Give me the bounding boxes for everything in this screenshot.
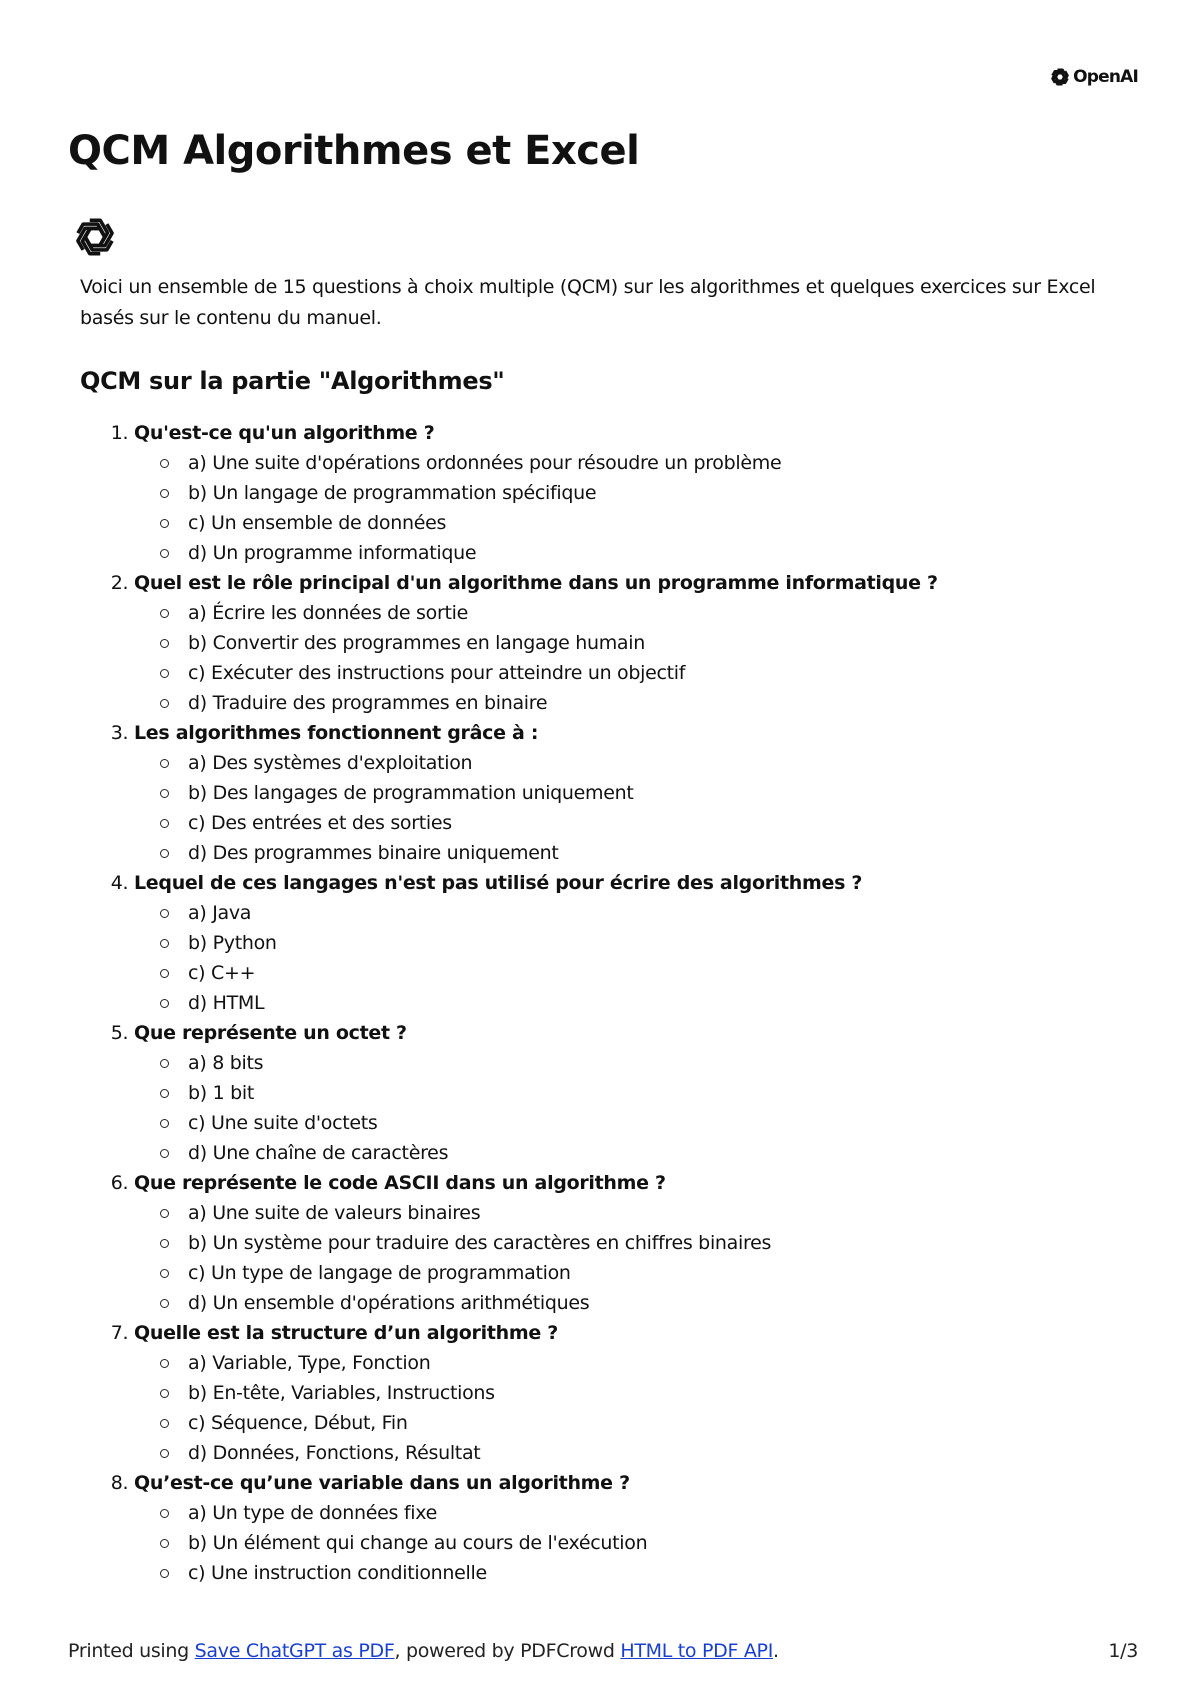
option-item: b) Un langage de programmation spécifique xyxy=(188,478,1120,508)
option-item: c) Une suite d'octets xyxy=(188,1108,1120,1138)
option-item: a) Un type de données fixe xyxy=(188,1498,1120,1528)
question-item xyxy=(134,1018,1120,1168)
brand-name: OpenAI xyxy=(1073,67,1138,87)
question-text: Que représente le code ASCII dans un algorithme ? xyxy=(134,1172,666,1194)
footer-prefix: Printed using xyxy=(68,1640,195,1662)
option-item: b) En-tête, Variables, Instructions xyxy=(188,1378,1120,1408)
option-item: c) Une instruction conditionnelle xyxy=(188,1558,1120,1588)
question-item xyxy=(134,868,1120,1018)
save-chatgpt-pdf-link[interactable]: Save ChatGPT as PDF xyxy=(194,1640,395,1662)
question-text: Lequel de ces langages n'est pas utilisé pour écrire des algorithmes ? xyxy=(134,872,863,894)
question-text: Quel est le rôle principal d'un algorithme dans un programme informatique ? xyxy=(134,572,938,594)
footer-middle: , powered by PDFCrowd xyxy=(394,1640,621,1662)
option-item: a) Une suite d'opérations ordonnées pour résoudre un problème xyxy=(188,448,1120,478)
option-list xyxy=(134,598,1120,718)
chatgpt-avatar xyxy=(72,214,118,264)
question-list xyxy=(80,418,1120,1588)
option-item: d) Des programmes binaire uniquement xyxy=(188,838,1120,868)
option-list xyxy=(134,1498,1120,1588)
page-number: 1/3 xyxy=(1108,1640,1138,1662)
option-list xyxy=(134,1048,1120,1168)
option-item: c) Exécuter des instructions pour atteindre un objectif xyxy=(188,658,1120,688)
option-item: c) Des entrées et des sorties xyxy=(188,808,1120,838)
option-item: a) Écrire les données de sortie xyxy=(188,598,1120,628)
question-item xyxy=(134,1468,1120,1588)
option-item: a) Variable, Type, Fonction xyxy=(188,1348,1120,1378)
option-item: c) Un type de langage de programmation xyxy=(188,1258,1120,1288)
option-item: a) 8 bits xyxy=(188,1048,1120,1078)
intro-paragraph: Voici un ensemble de 15 questions à choix multiple (QCM) sur les algorithmes et quelques exercices sur Excel basés sur le contenu du manuel. xyxy=(80,276,1096,329)
question-item xyxy=(134,568,1120,718)
html-to-pdf-api-link[interactable]: HTML to PDF API xyxy=(620,1640,773,1662)
option-item: d) Un programme informatique xyxy=(188,538,1120,568)
option-item: c) Séquence, Début, Fin xyxy=(188,1408,1120,1438)
option-item: c) C++ xyxy=(188,958,1120,988)
openai-knot-icon xyxy=(72,214,118,260)
question-text: Quelle est la structure d’un algorithme ? xyxy=(134,1322,558,1344)
option-item: b) 1 bit xyxy=(188,1078,1120,1108)
option-item: a) Java xyxy=(188,898,1120,928)
question-text: Que représente un octet ? xyxy=(134,1022,407,1044)
option-list xyxy=(134,898,1120,1018)
footer-credit xyxy=(68,1640,779,1662)
option-item: c) Un ensemble de données xyxy=(188,508,1120,538)
option-item: b) Convertir des programmes en langage humain xyxy=(188,628,1120,658)
option-item: a) Des systèmes d'exploitation xyxy=(188,748,1120,778)
footer-suffix: . xyxy=(773,1640,779,1662)
openai-knot-icon xyxy=(1049,66,1071,88)
page-footer xyxy=(68,1640,1138,1662)
question-item xyxy=(134,1318,1120,1468)
option-item: d) Données, Fonctions, Résultat xyxy=(188,1438,1120,1468)
option-item: b) Un élément qui change au cours de l'exécution xyxy=(188,1528,1120,1558)
option-item: b) Des langages de programmation uniquement xyxy=(188,778,1120,808)
page-title: QCM Algorithmes et Excel xyxy=(68,128,640,174)
option-list xyxy=(134,1198,1120,1318)
message-content xyxy=(80,272,1120,1588)
option-item: d) HTML xyxy=(188,988,1120,1018)
option-list xyxy=(134,1348,1120,1468)
question-text: Qu’est-ce qu’une variable dans un algorithme ? xyxy=(134,1472,630,1494)
option-item: b) Python xyxy=(188,928,1120,958)
option-item: d) Un ensemble d'opérations arithmétiques xyxy=(188,1288,1120,1318)
option-list xyxy=(134,748,1120,868)
question-item xyxy=(134,418,1120,568)
question-text: Les algorithmes fonctionnent grâce à : xyxy=(134,722,539,744)
option-item: d) Une chaîne de caractères xyxy=(188,1138,1120,1168)
option-item: a) Une suite de valeurs binaires xyxy=(188,1198,1120,1228)
openai-logo xyxy=(1049,66,1138,88)
option-item: d) Traduire des programmes en binaire xyxy=(188,688,1120,718)
option-item: b) Un système pour traduire des caractères en chiffres binaires xyxy=(188,1228,1120,1258)
section-heading: QCM sur la partie "Algorithmes" xyxy=(80,367,505,395)
question-text: Qu'est-ce qu'un algorithme ? xyxy=(134,422,435,444)
question-item xyxy=(134,1168,1120,1318)
question-item xyxy=(134,718,1120,868)
option-list xyxy=(134,448,1120,568)
